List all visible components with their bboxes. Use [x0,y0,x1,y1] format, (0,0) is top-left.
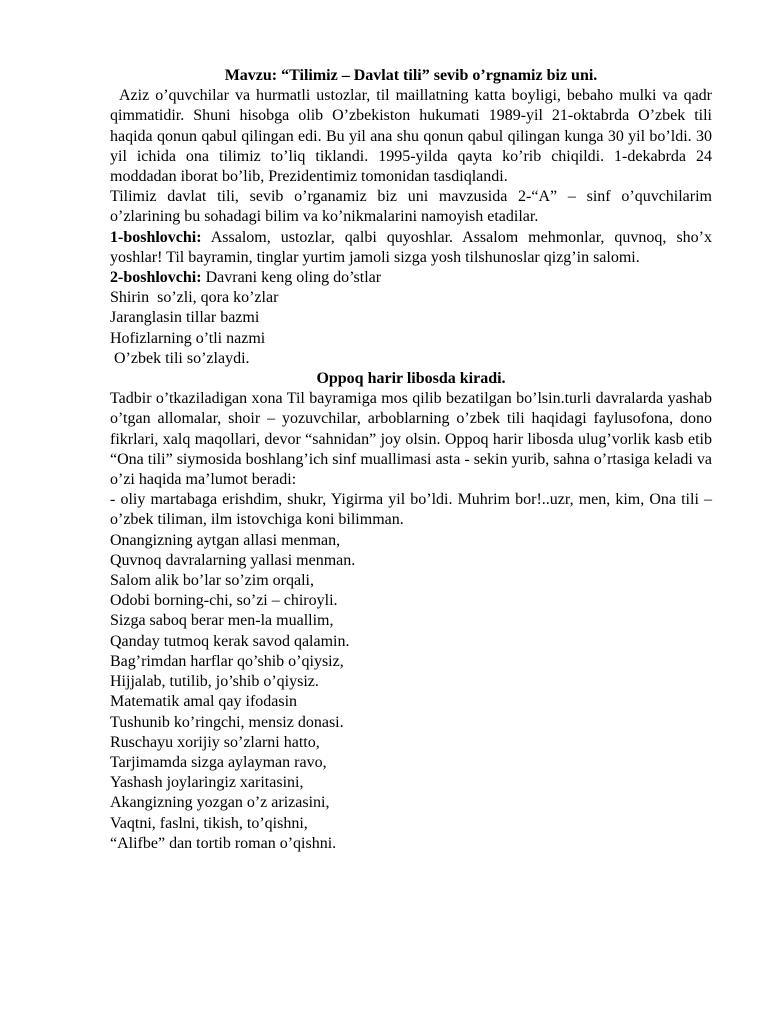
poem-line: Hijjalab, tutilib, jo’shib o’qiysiz. [110,673,319,691]
poem-line: Bag’rimdan harflar qo’shib o’qiysiz, [110,652,344,670]
host2-text: Davrani keng oling do’stlar [201,269,382,287]
poem-line: Tushunib ko’ringchi, mensiz donasi. [110,713,344,731]
verse-line: O’zbek tili so’zlaydi. [110,349,250,367]
poem-line: Matematik amal qay ifodasin [110,693,298,711]
document-page [110,66,716,854]
host1-text: Assalom, ustozlar, qalbi quyoshlar. Assalom mehmonlar, quvnoq, sho’x yoshlar! Til bayramin, tinglar yurtim jamoli sizga yosh tilshunoslar qizg’in salomi. [110,228,716,266]
speech-paragraph: - oliy martabaga erishdim, shukr, Yigirma yil bo’ldi. Muhrim bor!..uzr, men, kim, Ona tili – o’zbek tiliman, ilm istovchiga koni bilimman. [110,491,712,529]
document-title: Mavzu: “Tilimiz – Davlat tili” sevib o’rgnamiz biz uni. [224,67,598,84]
poem-line: Qanday tutmoq kerak savod qalamin. [110,632,350,650]
host2-paragraph [110,268,712,288]
scene-paragraph: Tadbir o’tkaziladigan xona Til bayramiga mos qilib bezatilgan bo’lsin.turli davralarda yashab o’tgan allomalar, shoir – yozuvchilar, arboblarning o’zbek tili haqidagi faylusofona, dono fikrlari, xalq maqollari, devor “sahnidan” joy olsin. Oppoq harir libosda ulug’vorlik kasb etib “Ona tili” siymosida boshlang’ich sinf muallimasi asta - sekin yurib, sahna o’rtasiga keladi va o’zi haqida ma’lumot beradi: [110,390,712,489]
verse-line: Jaranglasin tillar bazmi [110,309,260,327]
topic-paragraph: Tilimiz davlat tili, sevib o’rganamiz biz uni mavzusida 2-“A” – sinf o’quvchilarim o’zlarining bu sohadagi bilim va ko’nikmalarini namoyish etadilar. [110,188,712,226]
verse-line: Hofizlarning o’tli nazmi [110,329,266,347]
poem [110,531,712,854]
poem-line: Vaqtni, faslni, tikish, to’qishni, [110,814,308,832]
poem-line: Onangizning aytgan allasi menman, [110,531,341,549]
poem-line: Yashash joylaringiz xaritasini, [110,774,304,792]
verse-line: Shirin so’zli, qora ko’zlar [110,289,279,307]
host2-label: 2-boshlovchi: [110,269,202,287]
poem-line: Akangizning yozgan o’z arizasini, [110,794,330,812]
poem-line: Salom alik bo’lar so’zim orqali, [110,572,314,590]
poem-line: Tarjimamda sizga aylayman ravo, [110,753,327,771]
poem-line: “Alifbe” dan tortib roman o’qishni. [110,834,337,852]
poem-line: Sizga saboq berar men-la muallim, [110,612,334,630]
host2-verse [110,288,712,369]
host1-label: 1-boshlovchi: [110,228,202,246]
host1-paragraph [110,228,716,268]
poem-line: Odobi borning-chi, so’zi – chiroyli. [110,592,338,610]
poem-line: Quvnoq davralarning yallasi menman. [110,551,356,569]
poem-line: Ruschayu xorijiy so’zlarni hatto, [110,733,320,751]
intro-paragraph: Aziz o’quvchilar va hurmatli ustozlar, til maillatning katta boyligi, bebaho mulki va qadr qimmatidir. Shuni hisobga olib O’zbekiston hukumati 1989-yil 21-oktabrda O’zbek tili haqida qonun qabul qilingan edi. Bu yil ana shu qonun qabul qilingan kunga 30 yil bo’ldi. 30 yil ichida ona tilimiz to’liq tiklandi. 1995-yilda qayta ko’rib chiqildi. 1-dekabrda 24 moddadan iborat bo’lib, Prezidentimiz tomonidan tasdiqlandi. [110,87,712,186]
stage-direction-heading: Oppoq harir libosda kiradi. [316,370,506,388]
